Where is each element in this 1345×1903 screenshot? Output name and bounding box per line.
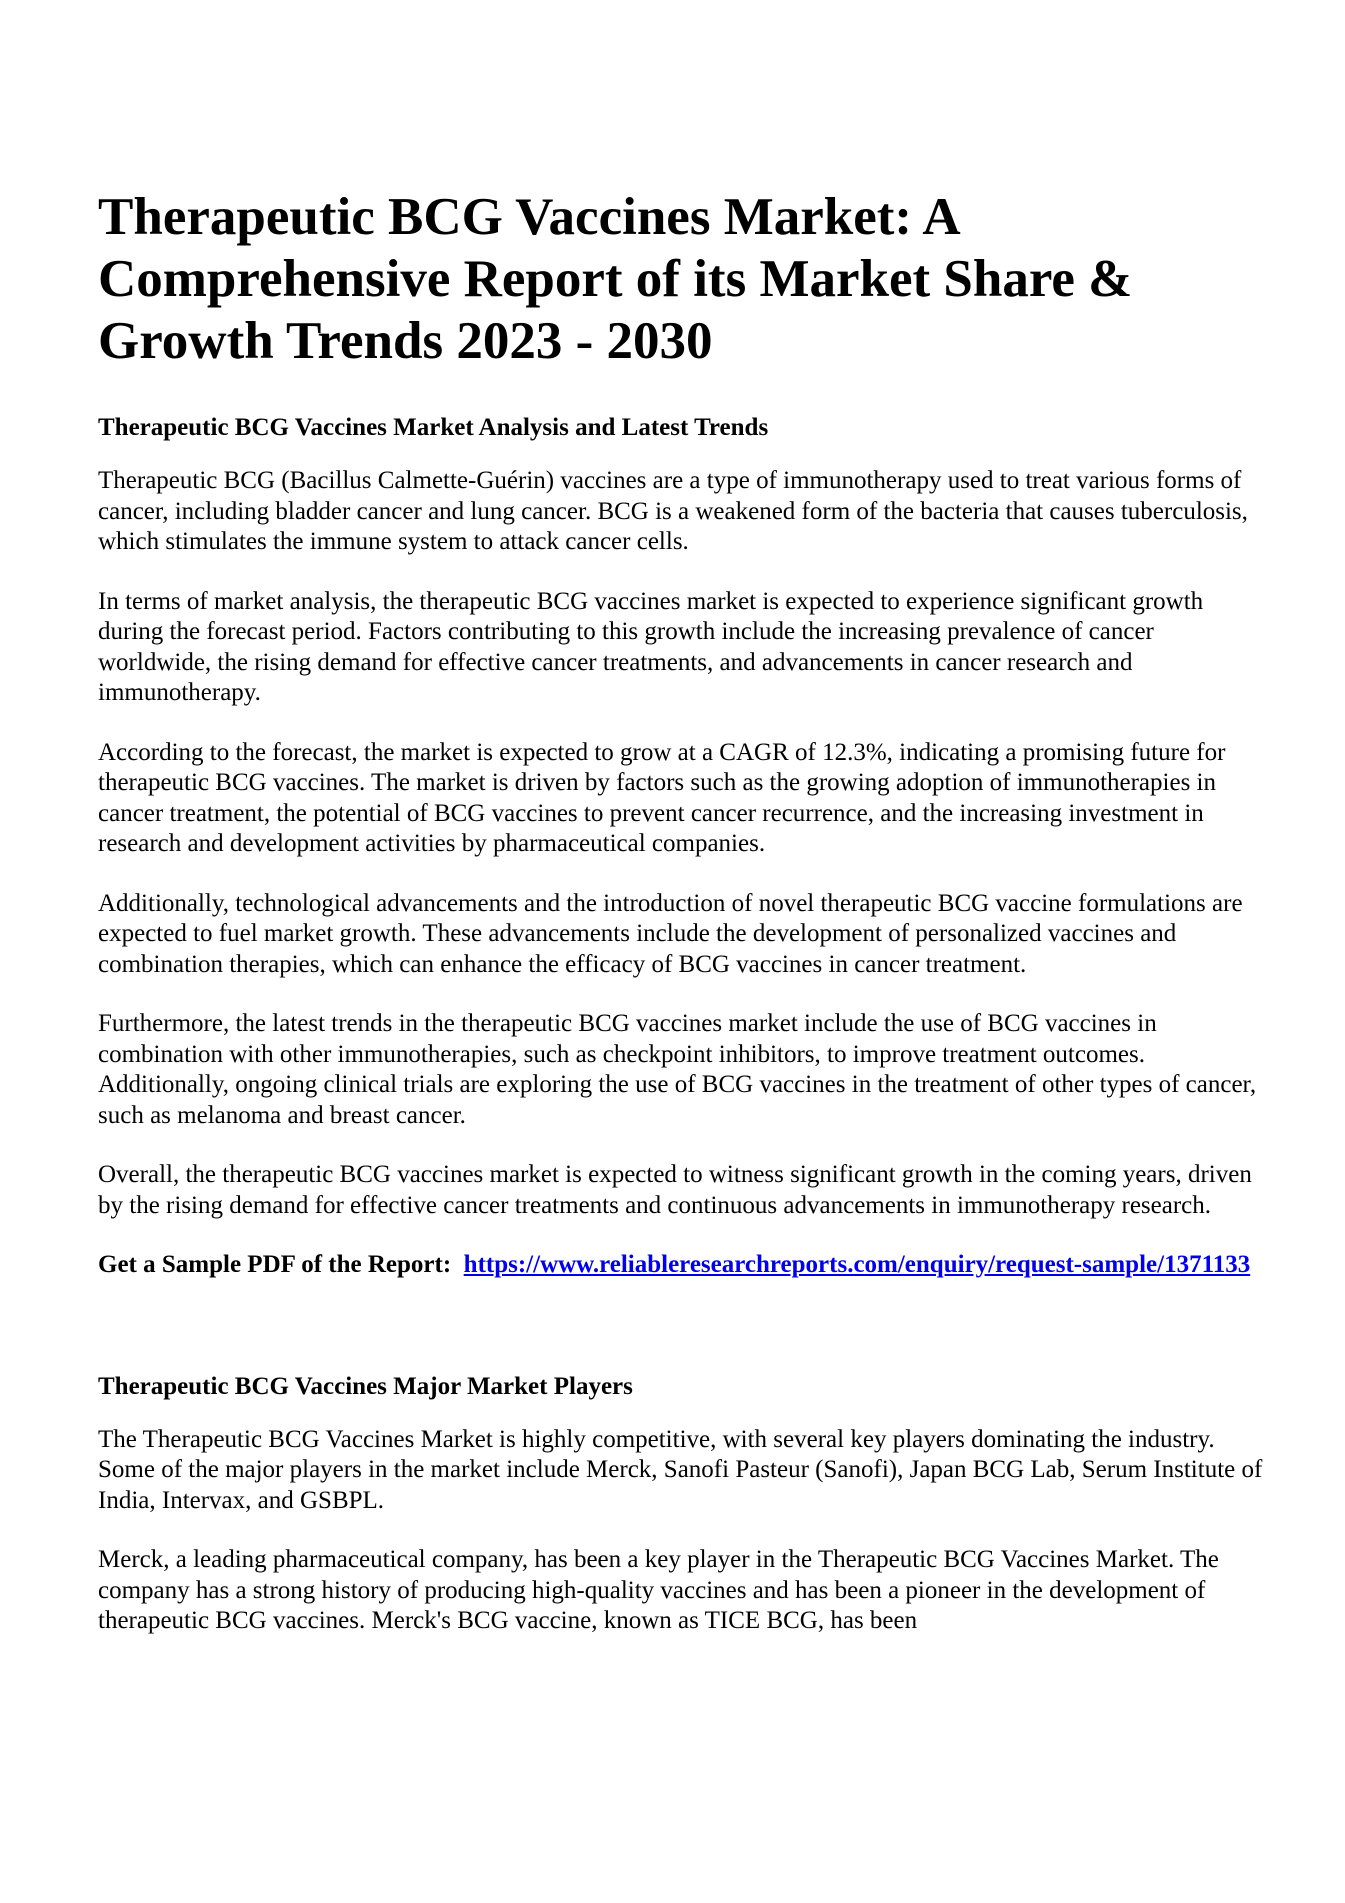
paragraph: Additionally, technological advancements and the introduction of novel therapeutic BCG vaccine formulations are expected to fuel market growth. These advancements include the development of personalized vaccines and combination therapies, which can enhance the efficacy of BCG vaccines in cancer treatment.: [98, 889, 1243, 978]
paragraph: In terms of market analysis, the therapeutic BCG vaccines market is expected to experience significant growth during the forecast period. Factors contributing to this growth include the increasing prevalence of cancer worldwide, the rising demand for effective cancer treatments, and advancements in cancer research and immunotherapy.: [98, 587, 1204, 706]
paragraph: Merck, a leading pharmaceutical company, has been a key player in the Therapeutic BCG Vaccines Market. The company has a strong history of producing high-quality vaccines and has been a pioneer in the development of therapeutic BCG vaccines. Merck's BCG vaccine, known as TICE BCG, has been: [98, 1546, 1219, 1634]
paragraph: Overall, the therapeutic BCG vaccines market is expected to witness significant growth in the coming years, driven by the rising demand for effective cancer treatments and continuous advancements in immunotherapy research.: [98, 1161, 1252, 1219]
sample-pdf-link[interactable]: https://www.reliableresearchreports.com/enquiry/request-sample/1371133: [463, 1251, 1251, 1278]
paragraph: According to the forecast, the market is expected to grow at a CAGR of 12.3%, indicating a promising future for therapeutic BCG vaccines. The market is driven by factors such as the growing adoption of immunotherapies in cancer treatment, the potential of BCG vaccines to prevent cancer recurrence, and the increasing investment in research and development activities by pharmaceutical companies.: [98, 738, 1226, 857]
section-heading-players: Therapeutic BCG Vaccines Major Market Players: [98, 1372, 633, 1400]
paragraph: The Therapeutic BCG Vaccines Market is highly competitive, with several key players dominating the industry. Some of the major players in the market include Merck, Sanofi Pasteur (Sanofi), Japan BCG Lab, Serum Institute of India, Intervax, and GSBPL.: [98, 1425, 1263, 1514]
page-title: Therapeutic BCG Vaccines Market: A Comprehensive Report of its Market Share & Growth Trends 2023 - 2030: [98, 188, 1133, 370]
paragraph: Furthermore, the latest trends in the therapeutic BCG vaccines market include the use of BCG vaccines in combination with other immunotherapies, such as checkpoint inhibitors, to improve treatment outcomes. Additionally, ongoing clinical trials are exploring the use of BCG vaccines in the treatment of other types of cancer, such as melanoma and breast cancer.: [98, 1010, 1257, 1129]
document-page: [98, 186, 1268, 1666]
sample-pdf-label: Get a Sample PDF of the Report:: [98, 1251, 452, 1278]
sample-pdf-line: [98, 1250, 1268, 1281]
paragraph: Therapeutic BCG (Bacillus Calmette-Guérin) vaccines are a type of immunotherapy used to treat various forms of cancer, including bladder cancer and lung cancer. BCG is a weakened form of the bacteria that causes tuberculosis, which stimulates the immune system to attack cancer cells.: [98, 467, 1248, 555]
section-heading-analysis: Therapeutic BCG Vaccines Market Analysis and Latest Trends: [98, 414, 769, 441]
